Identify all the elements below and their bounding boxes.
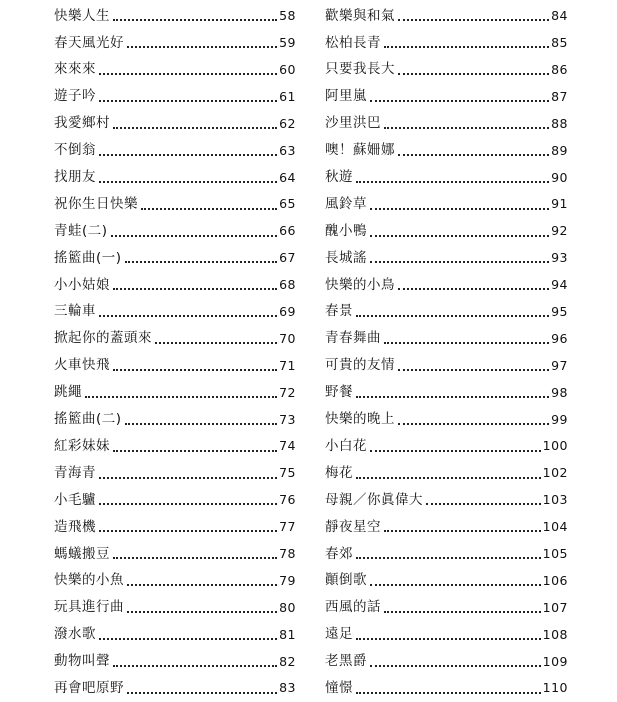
toc-left-column — [54, 3, 296, 702]
toc-entry — [54, 326, 296, 353]
dot-leader — [127, 692, 277, 694]
dot-leader — [384, 342, 549, 344]
toc-entry — [54, 595, 296, 622]
toc-entry-page-number: 72 — [279, 384, 296, 400]
toc-entry-page-number: 79 — [279, 572, 296, 588]
dot-leader — [99, 315, 277, 317]
toc-entry-title: 遊子吟 — [54, 88, 96, 105]
table-of-contents — [0, 3, 617, 700]
toc-entry-title: 醜小鴨 — [325, 222, 367, 239]
toc-entry — [325, 487, 568, 514]
toc-entry-title: 我愛鄉村 — [54, 115, 110, 132]
dot-leader — [111, 235, 278, 237]
toc-entry-title: 憧憬 — [325, 679, 353, 696]
toc-entry-title: 快樂的小魚 — [54, 572, 124, 589]
toc-right-column — [325, 3, 568, 702]
toc-entry-title: 小白花 — [325, 437, 367, 454]
toc-entry-page-number: 63 — [279, 142, 296, 158]
toc-entry — [325, 164, 568, 191]
toc-entry-title: 春天風光好 — [54, 34, 124, 51]
toc-entry-page-number: 107 — [542, 599, 568, 615]
dot-leader — [85, 396, 277, 398]
toc-entry-page-number: 98 — [551, 384, 568, 400]
toc-entry-title: 搖籃曲(二) — [54, 411, 122, 428]
toc-entry-page-number: 99 — [551, 411, 568, 427]
toc-entry — [54, 648, 296, 675]
dot-leader — [99, 100, 277, 102]
dot-leader — [370, 584, 541, 586]
toc-entry-page-number: 59 — [279, 35, 296, 51]
toc-entry-title: 小小姑娘 — [54, 276, 110, 293]
toc-entry — [54, 137, 296, 164]
toc-entry — [325, 137, 568, 164]
dot-leader — [398, 288, 549, 290]
dot-leader — [127, 46, 277, 48]
toc-entry-page-number: 64 — [279, 169, 296, 185]
toc-entry — [54, 57, 296, 84]
dot-leader — [384, 127, 549, 129]
toc-entry — [325, 272, 568, 299]
toc-entry-page-number: 89 — [551, 142, 568, 158]
toc-entry — [325, 568, 568, 595]
toc-entry-title: 動物叫聲 — [54, 653, 110, 670]
toc-entry-title: 只要我長大 — [325, 61, 395, 78]
toc-entry-page-number: 77 — [279, 519, 296, 535]
toc-entry-title: 不倒翁 — [54, 142, 96, 159]
toc-entry-title: 祝你生日快樂 — [54, 195, 138, 212]
toc-entry-title: 再會吧原野 — [54, 679, 124, 696]
dot-leader — [99, 73, 277, 75]
toc-entry-title: 顚倒歌 — [325, 572, 367, 589]
toc-entry-title: 找朋友 — [54, 169, 96, 186]
toc-entry-title: 春郊 — [325, 545, 353, 562]
toc-entry-page-number: 65 — [279, 196, 296, 212]
toc-entry-title: 野餐 — [325, 384, 353, 401]
toc-entry-page-number: 62 — [279, 115, 296, 131]
toc-entry — [325, 460, 568, 487]
toc-entry — [325, 111, 568, 138]
toc-entry-title: 紅彩妹妹 — [54, 437, 110, 454]
toc-entry — [54, 30, 296, 57]
dot-leader — [356, 557, 541, 559]
toc-entry-title: 松柏長青 — [325, 34, 381, 51]
dot-leader — [113, 557, 277, 559]
toc-entry-page-number: 95 — [551, 303, 568, 319]
toc-entry — [54, 218, 296, 245]
dot-leader — [426, 503, 541, 505]
dot-leader — [398, 423, 549, 425]
dot-leader — [370, 665, 541, 667]
toc-entry-title: 快樂的晚上 — [325, 411, 395, 428]
toc-entry — [54, 164, 296, 191]
toc-entry — [54, 353, 296, 380]
toc-entry — [54, 299, 296, 326]
toc-entry-page-number: 92 — [551, 223, 568, 239]
toc-entry-page-number: 96 — [551, 330, 568, 346]
toc-entry — [325, 3, 568, 30]
dot-leader — [113, 450, 277, 452]
toc-entry — [54, 541, 296, 568]
toc-entry-page-number: 106 — [542, 572, 568, 588]
toc-entry-title: 快樂人生 — [54, 7, 110, 24]
toc-entry — [325, 57, 568, 84]
toc-entry — [54, 111, 296, 138]
toc-entry — [54, 487, 296, 514]
toc-entry-title: 遠足 — [325, 626, 353, 643]
dot-leader — [99, 638, 277, 640]
toc-entry-page-number: 76 — [279, 492, 296, 508]
toc-entry-title: 春景 — [325, 303, 353, 320]
toc-entry-title: 梅花 — [325, 464, 353, 481]
toc-entry — [325, 218, 568, 245]
toc-entry-title: 小毛驢 — [54, 491, 96, 508]
toc-entry — [54, 272, 296, 299]
toc-entry — [325, 299, 568, 326]
toc-entry-title: 老黑爵 — [325, 653, 367, 670]
toc-entry-page-number: 104 — [542, 519, 568, 535]
toc-entry — [325, 191, 568, 218]
toc-entry — [325, 353, 568, 380]
toc-entry — [325, 595, 568, 622]
toc-entry-page-number: 97 — [551, 357, 568, 373]
toc-entry — [54, 84, 296, 111]
dot-leader — [370, 235, 549, 237]
dot-leader — [384, 530, 541, 532]
toc-entry — [325, 648, 568, 675]
toc-entry — [54, 568, 296, 595]
dot-leader — [113, 369, 277, 371]
dot-leader — [370, 100, 549, 102]
toc-entry-title: 長城謠 — [325, 249, 367, 266]
toc-entry — [325, 84, 568, 111]
toc-entry-page-number: 83 — [279, 680, 296, 696]
toc-entry-title: 青海青 — [54, 464, 96, 481]
toc-entry-title: 玩具進行曲 — [54, 599, 124, 616]
toc-entry-page-number: 105 — [542, 546, 568, 561]
toc-entry-title: 靜夜星空 — [325, 518, 381, 535]
toc-entry-page-number: 58 — [279, 8, 296, 24]
toc-entry-title: 三輪車 — [54, 303, 96, 320]
toc-entry-title: 造飛機 — [54, 518, 96, 535]
toc-entry-title: 風鈴草 — [325, 195, 367, 212]
dot-leader — [356, 181, 549, 183]
toc-entry-title: 青蛙(二) — [54, 222, 108, 239]
toc-entry — [54, 3, 296, 30]
toc-entry-title: 阿里嵐 — [325, 88, 367, 105]
toc-entry — [325, 245, 568, 272]
toc-entry-page-number: 78 — [279, 546, 296, 561]
dot-leader — [370, 261, 549, 263]
dot-leader — [125, 261, 278, 263]
toc-entry-title: 來來來 — [54, 61, 96, 78]
toc-entry-title: 歡樂與和氣 — [325, 7, 395, 24]
dot-leader — [356, 396, 549, 398]
toc-entry — [54, 514, 296, 541]
toc-entry-page-number: 66 — [279, 223, 296, 239]
toc-entry — [54, 460, 296, 487]
toc-entry-page-number: 69 — [279, 303, 296, 319]
toc-entry — [54, 191, 296, 218]
toc-entry — [54, 245, 296, 272]
toc-entry — [54, 675, 296, 702]
toc-entry — [325, 406, 568, 433]
toc-entry-title: 秋遊 — [325, 169, 353, 186]
toc-entry — [325, 621, 568, 648]
dot-leader — [99, 477, 277, 479]
toc-entry-page-number: 102 — [542, 465, 568, 481]
dot-leader — [113, 665, 277, 667]
toc-entry-page-number: 73 — [279, 411, 296, 427]
toc-entry-page-number: 86 — [551, 61, 568, 77]
toc-entry-page-number: 80 — [279, 599, 296, 615]
toc-entry-title: 噢！蘇姍娜 — [325, 142, 395, 159]
toc-entry-page-number: 70 — [279, 330, 296, 346]
toc-entry-page-number: 110 — [542, 680, 568, 696]
dot-leader — [398, 19, 549, 21]
dot-leader — [370, 450, 541, 452]
toc-entry-page-number: 93 — [551, 250, 568, 266]
dot-leader — [127, 611, 277, 613]
toc-entry-title: 西風的話 — [325, 599, 381, 616]
toc-entry-title: 青春舞曲 — [325, 330, 381, 347]
dot-leader — [99, 503, 277, 505]
toc-entry — [325, 30, 568, 57]
toc-entry-page-number: 74 — [279, 438, 296, 454]
dot-leader — [398, 154, 549, 156]
toc-entry-page-number: 75 — [279, 465, 296, 481]
toc-entry-page-number: 81 — [279, 626, 296, 642]
toc-entry-title: 沙里洪巴 — [325, 115, 381, 132]
dot-leader — [356, 477, 541, 479]
dot-leader — [356, 638, 541, 640]
toc-entry-page-number: 84 — [551, 8, 568, 24]
toc-entry — [54, 406, 296, 433]
toc-entry — [325, 326, 568, 353]
toc-entry-title: 搖籃曲(一) — [54, 249, 122, 266]
dot-leader — [384, 611, 541, 613]
toc-entry — [54, 433, 296, 460]
toc-entry-page-number: 67 — [279, 250, 296, 266]
toc-entry-page-number: 90 — [551, 169, 568, 185]
toc-entry-page-number: 85 — [551, 35, 568, 51]
dot-leader — [398, 369, 549, 371]
toc-entry — [54, 621, 296, 648]
toc-entry-title: 掀起你的蓋頭來 — [54, 330, 152, 347]
toc-entry — [325, 541, 568, 568]
dot-leader — [113, 288, 277, 290]
toc-entry-page-number: 68 — [279, 277, 296, 293]
toc-entry-page-number: 71 — [279, 357, 296, 373]
toc-entry-title: 跳繩 — [54, 384, 82, 401]
toc-entry-title: 可貴的友情 — [325, 357, 395, 374]
toc-entry-page-number: 61 — [279, 88, 296, 104]
dot-leader — [127, 584, 277, 586]
dot-leader — [356, 692, 541, 694]
toc-entry-page-number: 87 — [551, 88, 568, 104]
toc-entry-page-number: 108 — [542, 626, 568, 642]
toc-entry-page-number: 103 — [542, 492, 568, 508]
toc-entry-page-number: 60 — [279, 61, 296, 77]
dot-leader — [113, 19, 277, 21]
dot-leader — [113, 127, 277, 129]
dot-leader — [155, 342, 277, 344]
dot-leader — [141, 208, 277, 210]
toc-entry — [325, 514, 568, 541]
toc-entry-page-number: 88 — [551, 115, 568, 131]
dot-leader — [384, 46, 549, 48]
dot-leader — [99, 530, 277, 532]
dot-leader — [398, 73, 549, 75]
toc-entry — [54, 379, 296, 406]
toc-entry-page-number: 109 — [542, 653, 568, 669]
toc-entry-page-number: 91 — [551, 196, 568, 212]
toc-entry-page-number: 82 — [279, 653, 296, 669]
toc-entry — [325, 379, 568, 406]
dot-leader — [99, 154, 277, 156]
toc-entry-page-number: 94 — [551, 277, 568, 293]
toc-entry-title: 螞蟻搬豆 — [54, 545, 110, 562]
toc-entry-title: 火車快飛 — [54, 357, 110, 374]
toc-entry-title: 母親／你眞偉大 — [325, 491, 423, 508]
toc-entry — [325, 675, 568, 702]
dot-leader — [370, 208, 549, 210]
toc-entry — [325, 433, 568, 460]
toc-entry-title: 快樂的小鳥 — [325, 276, 395, 293]
dot-leader — [99, 181, 277, 183]
dot-leader — [125, 423, 278, 425]
toc-entry-title: 潑水歌 — [54, 626, 96, 643]
dot-leader — [356, 315, 549, 317]
toc-entry-page-number: 100 — [542, 438, 568, 454]
